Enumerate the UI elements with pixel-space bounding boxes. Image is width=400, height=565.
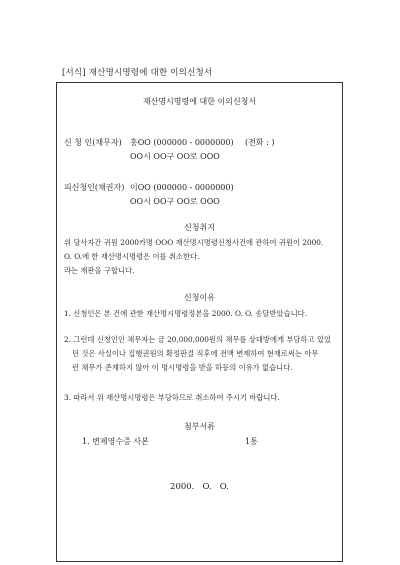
applicant-name-id: 홍OO (000000 - 0000000): [130, 138, 234, 147]
attachment-item-1-label: 1. 변제영수증 사본: [82, 437, 149, 446]
respondent-address: OO시 OO구 OO로 OOO: [130, 197, 220, 206]
purpose-heading: 신청취지: [184, 223, 215, 232]
document-frame: [56, 82, 343, 562]
attachments-heading: 첨부서류: [184, 422, 215, 431]
purpose-line-2: O. O.에 한 재산명시명령은 이를 취소한다.: [64, 252, 200, 261]
document-form-label: [서식] 재산명시명령에 대한 이의신청서: [62, 68, 213, 78]
reason-item-1: 1. 신청인은 본 건에 관한 재산명시명령정본을 2000. O. O. 송달받았습니다.: [64, 309, 308, 318]
purpose-line-1: 위 당사자간 귀원 2000카명 OOO 재산명시명령신청사건에 관하여 귀원이 2000.: [64, 238, 324, 247]
applicant-address: OO시 OO구 OO로 OOO: [130, 152, 220, 161]
reason-item-2-line-3: 런 채무가 존재하지 않아 이 명시명령을 받을 하등의 이유가 없습니다.: [72, 363, 293, 372]
document-date: 2000. O. O.: [170, 482, 229, 492]
reason-item-2-line-1: 2. 그런데 신청인인 채무자는 금 20,000,000원의 채무를 상대방에게 부담하고 있었: [64, 335, 331, 344]
applicant-label: 신 청 인(채무자): [64, 138, 122, 147]
reasons-heading: 신청이유: [184, 293, 215, 302]
purpose-line-3: 라는 재판을 구합니다.: [64, 266, 135, 275]
respondent-name-id: 이OO (000000 - 0000000): [130, 183, 234, 192]
applicant-phone: (전화 : ): [245, 138, 275, 147]
attachment-item-1-count: 1통: [245, 437, 258, 446]
reason-item-3: 3. 따라서 위 재산명시명령은 부당하므로 취소하여 주시기 바랍니다.: [64, 393, 280, 402]
document-title: 재산명시명령에 대한 이의신청서: [142, 97, 257, 106]
reason-item-2-line-2: 던 것은 사실이나 집행권원의 확정판결 직후에 전액 변제하여 현재로써는 아무: [72, 349, 319, 358]
respondent-label: 피신청인(채권자): [64, 183, 125, 192]
